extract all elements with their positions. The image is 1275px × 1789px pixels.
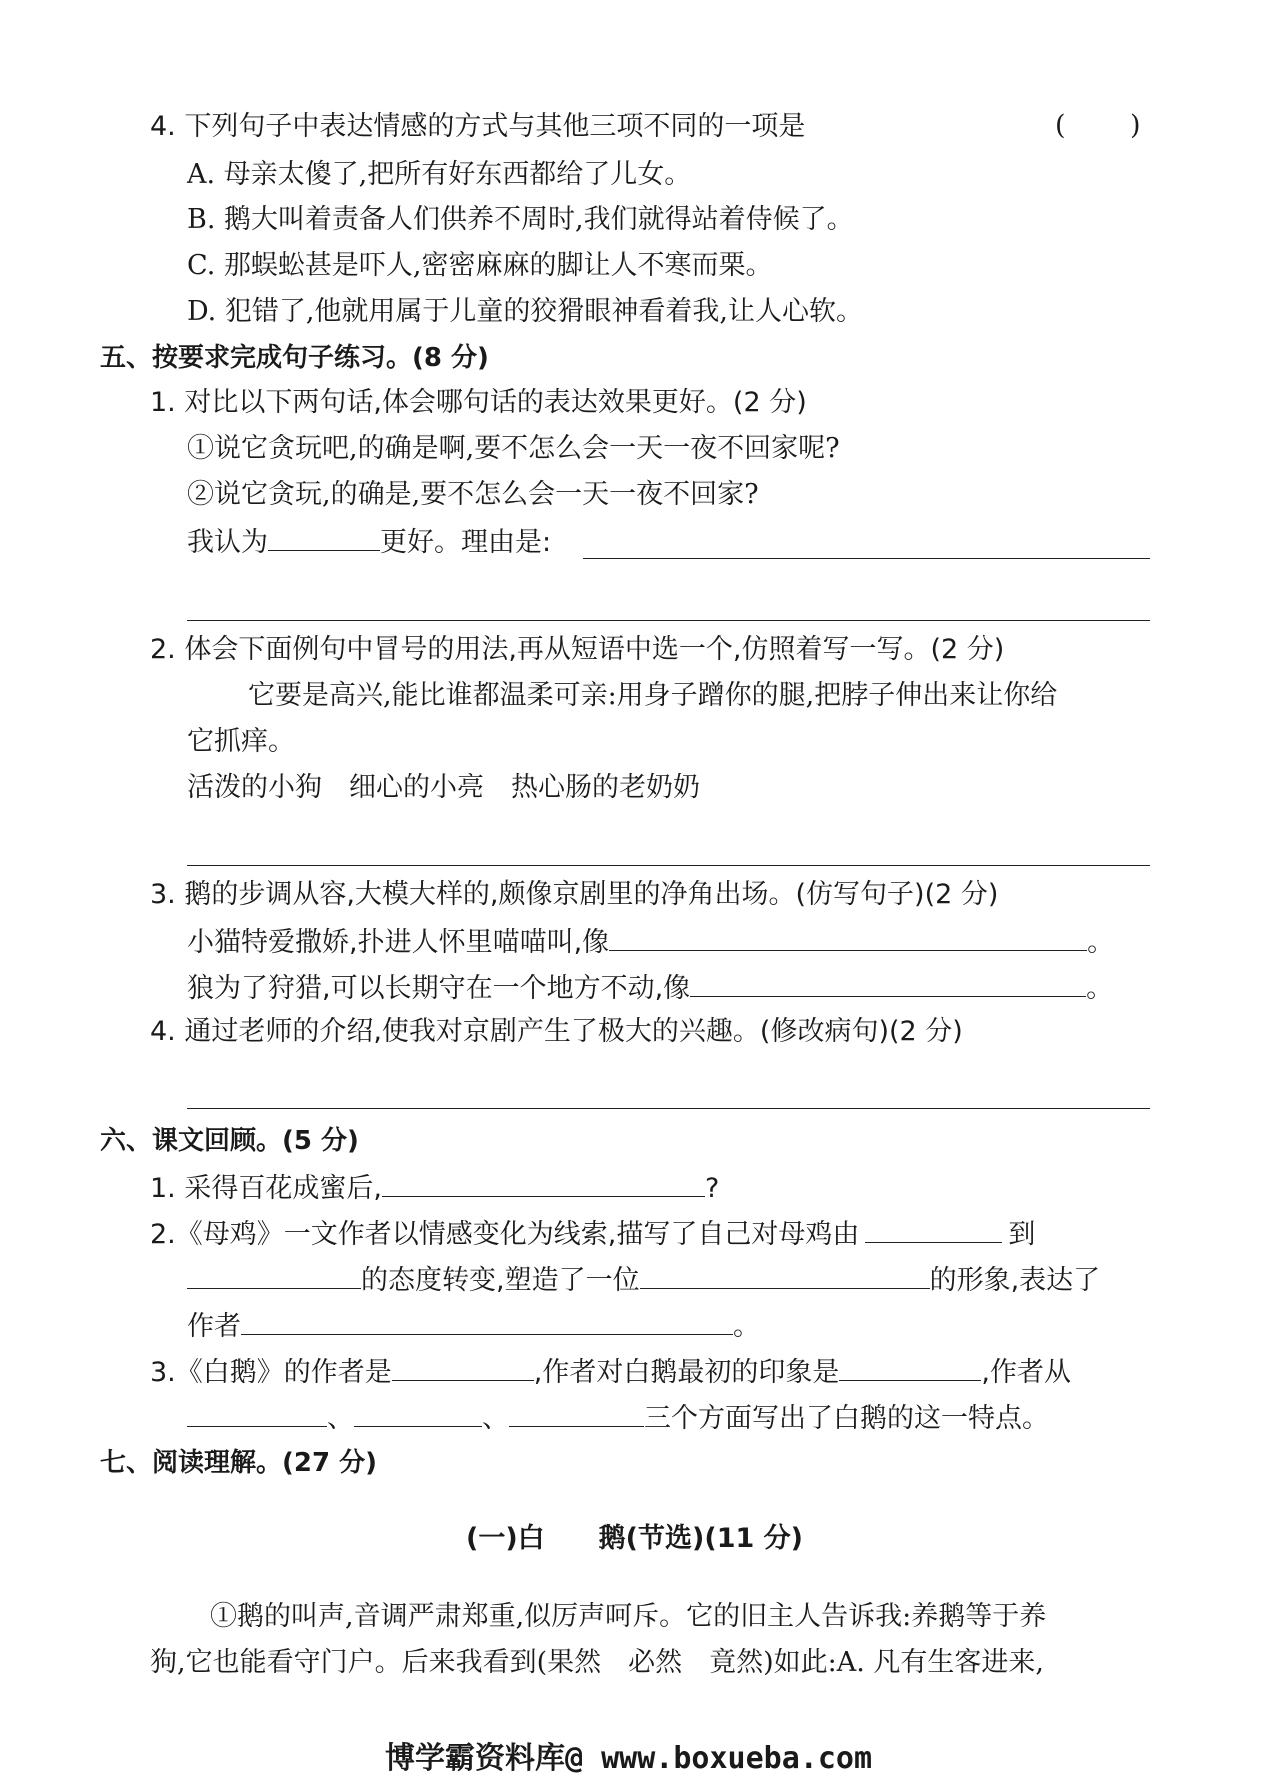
answer-line[interactable] xyxy=(583,558,1150,559)
s6-q1: 1. 采得百花成蜜后, ? xyxy=(150,1170,719,1206)
answer-blank[interactable] xyxy=(839,1354,981,1381)
answer-blank[interactable] xyxy=(187,1400,327,1427)
s6-q3-line2: 、 、 三个方面写出了白鹅的这一特点。 xyxy=(187,1400,1049,1436)
answer-blank[interactable] xyxy=(509,1400,644,1427)
option-c: C. 那蜈蚣甚是吓人,密密麻麻的脚让人不寒而栗。 xyxy=(187,250,773,281)
s6-q2-line2: 的态度转变,塑造了一位 的形象,表达了 xyxy=(187,1262,1100,1298)
answer-line[interactable] xyxy=(187,1108,1150,1109)
answer-blank[interactable] xyxy=(382,1170,705,1197)
section-7-title: 七、阅读理解。(27 分) xyxy=(100,1448,377,1478)
option-a: A. 母亲太傻了,把所有好东西都给了儿女。 xyxy=(187,159,692,190)
answer-blank[interactable] xyxy=(609,924,1087,951)
section-5-title: 五、按要求完成句子练习。(8 分) xyxy=(100,343,489,373)
s5-q1-sentence-1: ①说它贪玩吧,的确是啊,要不怎么会一天一夜不回家呢? xyxy=(187,433,840,464)
passage-line-1: ①鹅的叫声,音调严肃郑重,似厉声呵斥。它的旧主人告诉我:养鹅等于养 xyxy=(210,1601,1047,1632)
s5-q1-sentence-2: ②说它贪玩,的确是,要不怎么会一天一夜不回家? xyxy=(187,479,759,510)
s5-q4-stem: 4. 通过老师的介绍,使我对京剧产生了极大的兴趣。(修改病句)(2 分) xyxy=(150,1016,963,1047)
s5-q2-example-line1: 它要是高兴,能比谁都温柔可亲:用身子蹭你的腿,把脖子伸出来让你给 xyxy=(248,680,1058,711)
answer-blank[interactable] xyxy=(241,1308,733,1335)
answer-blank[interactable] xyxy=(354,1400,482,1427)
s6-q2-line1: 2.《母鸡》一文作者以情感变化为线索,描写了自己对母鸡由 到 xyxy=(150,1216,1035,1252)
answer-blank[interactable] xyxy=(690,970,1086,997)
answer-paren-close: ) xyxy=(1130,110,1141,141)
answer-blank[interactable] xyxy=(392,1354,534,1381)
answer-blank[interactable] xyxy=(865,1216,1002,1243)
s5-q3-stem: 3. 鹅的步调从容,大模大样的,颇像京剧里的净角出场。(仿写句子)(2 分) xyxy=(150,879,999,910)
option-b: B. 鹅大叫着责备人们供养不周时,我们就得站着侍候了。 xyxy=(187,204,854,235)
s5-q3-line2: 狼为了狩猎,可以长期守在一个地方不动,像 。 xyxy=(187,970,1113,1006)
answer-blank[interactable] xyxy=(640,1262,930,1289)
option-d: D. 犯错了,他就用属于儿童的狡猾眼神看着我,让人心软。 xyxy=(187,296,864,327)
answer-blank[interactable] xyxy=(268,524,380,551)
s6-q3-line1: 3.《白鹅》的作者是 ,作者对白鹅最初的印象是 ,作者从 xyxy=(150,1354,1071,1390)
answer-paren-open: ( xyxy=(1055,110,1066,141)
section-6-title: 六、课文回顾。(5 分) xyxy=(100,1126,359,1156)
s5-q1-stem: 1. 对比以下两句话,体会哪句话的表达效果更好。(2 分) xyxy=(150,387,807,418)
s5-q1-answer-line: 我认为 更好。理由是: xyxy=(187,524,551,560)
watermark-footer: 博学霸资料库@ www.boxueba.com xyxy=(385,1741,873,1776)
passage-title: (一)白 鹅(节选)(11 分) xyxy=(466,1523,804,1554)
s6-q2-line3: 作者 。 xyxy=(187,1308,760,1344)
question-4-stem: 4. 下列句子中表达情感的方式与其他三项不同的一项是 xyxy=(150,111,806,142)
passage-line-2: 狗,它也能看守门户。后来我看到(果然 必然 竟然)如此:A. 凡有生客进来, xyxy=(150,1647,1044,1678)
answer-blank[interactable] xyxy=(187,1262,361,1289)
s5-q2-example-line2: 它抓痒。 xyxy=(187,726,295,757)
s5-q3-line1: 小猫特爱撒娇,扑进人怀里喵喵叫,像 。 xyxy=(187,924,1114,960)
answer-line[interactable] xyxy=(187,865,1150,866)
s5-q2-stem: 2. 体会下面例句中冒号的用法,再从短语中选一个,仿照着写一写。(2 分) xyxy=(150,634,1005,665)
s5-q2-phrases: 活泼的小狗 细心的小亮 热心肠的老奶奶 xyxy=(187,772,700,803)
answer-line[interactable] xyxy=(187,620,1150,621)
